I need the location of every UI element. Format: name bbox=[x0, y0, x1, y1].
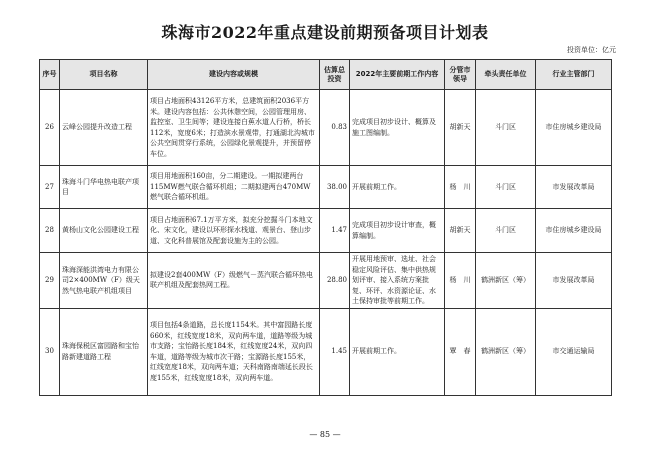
row-work: 完成项目初步设计、概算及施工图编制。 bbox=[350, 90, 445, 166]
row-content: 拟建设2套400MW（F）级燃气－蒸汽联合循环热电联产机组及配套热网工程。 bbox=[148, 253, 320, 309]
header-content: 建设内容或规模 bbox=[148, 60, 320, 90]
table-row bbox=[40, 253, 612, 309]
row-work: 开展前期工作。 bbox=[350, 308, 445, 395]
table-row bbox=[40, 90, 612, 166]
row-no: 28 bbox=[40, 209, 60, 253]
row-dept: 市发展改革局 bbox=[536, 253, 612, 309]
table-row bbox=[40, 166, 612, 209]
row-lead-unit: 斗门区 bbox=[476, 90, 536, 166]
header-dept: 行业主管部门 bbox=[536, 60, 612, 90]
row-lead-unit: 斗门区 bbox=[476, 166, 536, 209]
page-title: 珠海市2022年重点建设前期预备项目计划表 bbox=[161, 23, 489, 42]
row-name: 云峰公园提升改造工程 bbox=[60, 90, 148, 166]
row-content: 项目包括4条道路，总长度1154米。其中富园路长度660米，红线宽度18米，双向两车道，道路等级为城市支路；宝怡路长度184米，红线宽度24米，双向四车道，道路等级为城市次干路；宝源路长度155米，红线宽度18米，双向两车道；天科南路南端延长段长度155米，红线宽度18米，双向两车道。 bbox=[148, 308, 320, 395]
row-name: 珠海保税区富园路和宝怡路新建道路工程 bbox=[60, 308, 148, 395]
page-number: — 85 — bbox=[309, 430, 341, 439]
row-leader: 胡新天 bbox=[445, 90, 476, 166]
table-row bbox=[40, 209, 612, 253]
row-investment: 38.00 bbox=[320, 166, 350, 209]
table-row bbox=[40, 308, 612, 395]
row-work: 开展前期工作。 bbox=[350, 166, 445, 209]
row-investment: 0.83 bbox=[320, 90, 350, 166]
row-leader: 胡新天 bbox=[445, 209, 476, 253]
row-name: 黄杨山文化公园建设工程 bbox=[60, 209, 148, 253]
row-content: 项目占地面积67.1万平方米，拟充分挖掘斗门本地文化、宋文化，建设以环形探水栈道、观景台、登山步道、文化科普展馆及配套设施为主的公园。 bbox=[148, 209, 320, 253]
header-work: 2022年主要前期工作内容 bbox=[350, 60, 445, 90]
row-dept: 市住房城乡建设局 bbox=[536, 90, 612, 166]
row-no: 30 bbox=[40, 308, 60, 395]
row-leader: 杨 川 bbox=[445, 253, 476, 309]
unit-label: 投资单位：亿元 bbox=[567, 46, 616, 54]
header-investment: 估算总投资 bbox=[320, 60, 350, 90]
row-leader: 覃 春 bbox=[445, 308, 476, 395]
row-dept: 市住房城乡建设局 bbox=[536, 209, 612, 253]
row-lead-unit: 鹤洲新区（筹） bbox=[476, 308, 536, 395]
row-investment: 28.80 bbox=[320, 253, 350, 309]
row-dept: 市发展改革局 bbox=[536, 166, 612, 209]
row-dept: 市交通运输局 bbox=[536, 308, 612, 395]
header-lead-unit: 牵头责任单位 bbox=[476, 60, 536, 90]
row-name: 珠海斗门华电热电联产项目 bbox=[60, 166, 148, 209]
row-investment: 1.47 bbox=[320, 209, 350, 253]
table-header-row bbox=[40, 60, 612, 90]
header-leader: 分管市领导 bbox=[445, 60, 476, 90]
project-table bbox=[39, 59, 612, 396]
row-no: 27 bbox=[40, 166, 60, 209]
row-work: 完成项目初步设计审查，概算编制。 bbox=[350, 209, 445, 253]
row-name: 珠海深能洪湾电力有限公司2×400MW（F）级天然气热电联产机组项目 bbox=[60, 253, 148, 309]
header-name: 项目名称 bbox=[60, 60, 148, 90]
header-no: 序号 bbox=[40, 60, 60, 90]
row-content: 项目占地面积43126平方米，总建筑面积2036平方米。建设内容包括：公共休憩空间，公园管理用房、监控室、卫生间等；建设连接白蕉水道人行桥，桥长112米，宽度6米；打造滨水景观带，打通湖北沟城市公共空间贯穿行系统，公园绿化景观提升，并预留停车位。 bbox=[148, 90, 320, 166]
row-leader: 杨 川 bbox=[445, 166, 476, 209]
row-investment: 1.45 bbox=[320, 308, 350, 395]
row-lead-unit: 斗门区 bbox=[476, 209, 536, 253]
row-lead-unit: 鹤洲新区（筹） bbox=[476, 253, 536, 309]
row-content: 项目用地面积160亩，分二期建设。一期拟建两台115MW燃气联合循环机组；二期拟建两台470MW燃气联合循环机组。 bbox=[148, 166, 320, 209]
row-no: 29 bbox=[40, 253, 60, 309]
row-no: 26 bbox=[40, 90, 60, 166]
row-work: 开展用地预审、选址、社会稳定风险评估、集中供热规划评审、接入系统方案批复、环评、水资源论证、水土保持审批等前期工作。 bbox=[350, 253, 445, 309]
